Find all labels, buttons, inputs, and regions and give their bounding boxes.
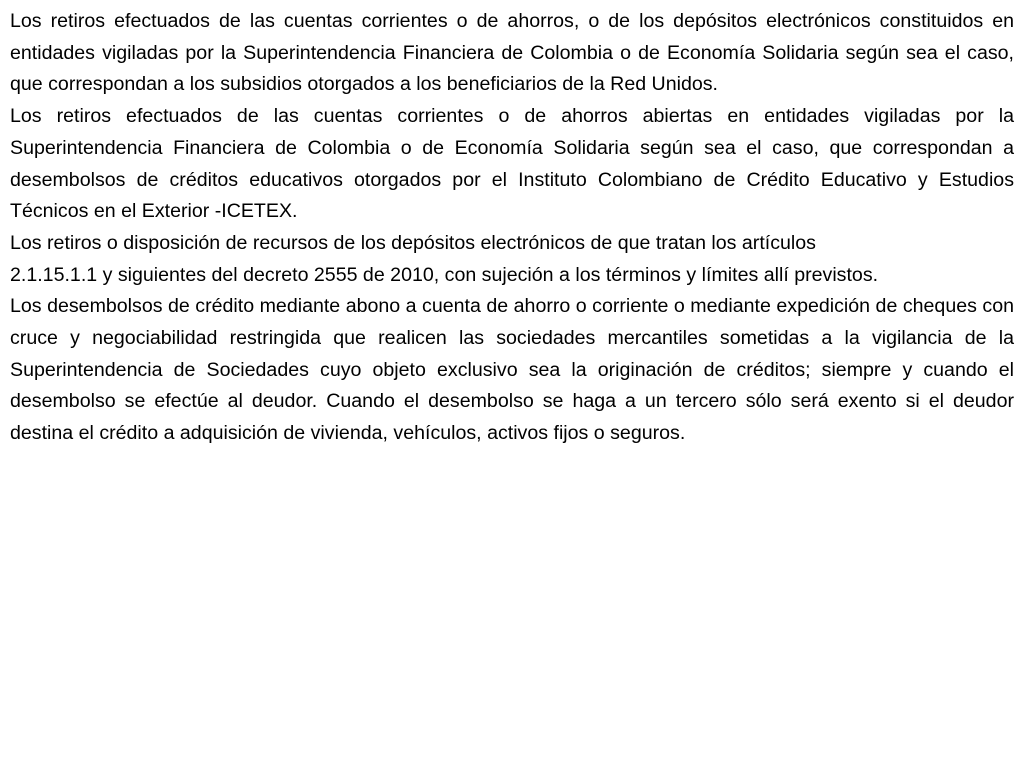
paragraph-red-unidos-subsidies: Los retiros efectuados de las cuentas corrientes o de ahorros, o de los depósitos electrónicos constituidos en entidades vigiladas por la Superintendencia Financiera de Colombia o de Economía Solidaria según sea el caso, que correspondan a los subsidios otorgados a los beneficiarios de la Red Unidos. [10,10,1014,96]
paragraph-electronic-deposits-line-1: Los retiros o disposición de recursos de los depósitos electrónicos de que tratan los artículos [10,231,816,254]
document-body [10,6,1014,450]
paragraph-icetex-disbursements: Los retiros efectuados de las cuentas corrientes o de ahorros abiertas en entidades vigiladas por la Superintendencia Financiera de Colombia o de Economía Solidaria según sea el caso, que correspondan a desembolsos de créditos educativos otorgados por el Instituto Colombiano de Crédito Educativo y Estudios Técnicos en el Exterior -ICETEX. [10,105,1014,223]
paragraph-electronic-deposits-line-2: 2.1.15.1.1 y siguientes del decreto 2555 de 2010, con sujeción a los términos y límites allí previstos. [10,263,879,286]
paragraph-electronic-deposits [10,228,1014,291]
paragraph-credit-disbursements: Los desembolsos de crédito mediante abono a cuenta de ahorro o corriente o mediante expedición de cheques con cruce y negociabilidad restringida que realicen las sociedades mercantiles sometidas a la vigilancia de la Superintendencia de Sociedades cuyo objeto exclusivo sea la originación de créditos; siempre y cuando el desembolso se efectúe al deudor. Cuando el desembolso se haga a un tercero sólo será exento si el deudor destina el crédito a adquisición de vivienda, vehículos, activos fijos o seguros. [10,295,1014,445]
